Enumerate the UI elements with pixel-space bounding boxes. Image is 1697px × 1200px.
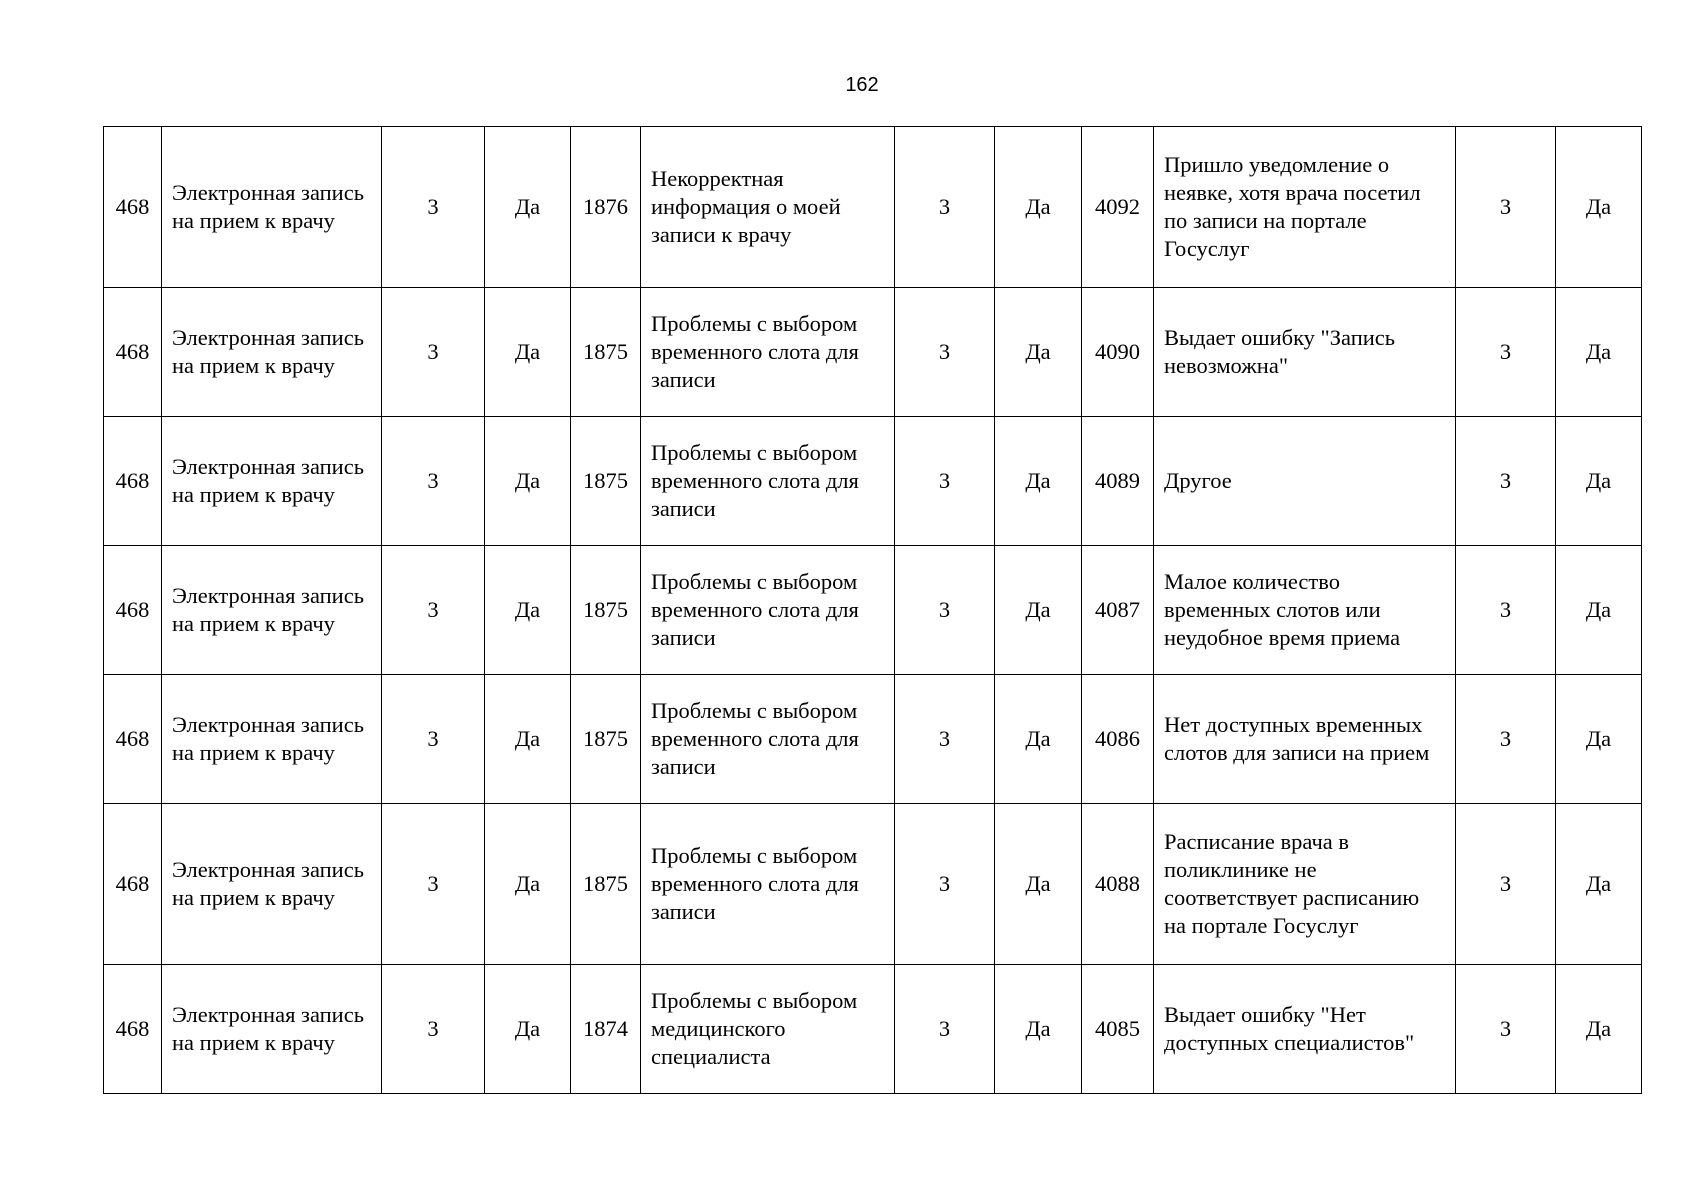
cell-id: 4087 <box>1082 546 1154 675</box>
cell-category: Проблемы с выбором временного слота для записи <box>641 288 895 417</box>
cell-flag: Да <box>1556 417 1642 546</box>
cell-flag: Да <box>995 546 1082 675</box>
cell-category: Проблемы с выбором временного слота для записи <box>641 417 895 546</box>
cell-level: 3 <box>1456 965 1556 1094</box>
cell-id: 468 <box>104 546 162 675</box>
cell-level: 3 <box>1456 127 1556 288</box>
cell-id: 4089 <box>1082 417 1154 546</box>
cell-category: Проблемы с выбором временного слота для записи <box>641 804 895 965</box>
cell-id: 1875 <box>571 546 641 675</box>
cell-flag: Да <box>1556 546 1642 675</box>
cell-id: 1875 <box>571 804 641 965</box>
cell-flag: Да <box>1556 127 1642 288</box>
cell-level: 3 <box>895 417 995 546</box>
table-row <box>104 546 1642 675</box>
cell-flag: Да <box>995 675 1082 804</box>
table-row <box>104 965 1642 1094</box>
cell-flag: Да <box>995 417 1082 546</box>
cell-flag: Да <box>485 127 571 288</box>
cell-id: 1874 <box>571 965 641 1094</box>
cell-flag: Да <box>995 288 1082 417</box>
table-row <box>104 417 1642 546</box>
cell-reason: Нет доступных временных слотов для записи на прием <box>1154 675 1456 804</box>
cell-reason: Другое <box>1154 417 1456 546</box>
cell-level: 3 <box>895 804 995 965</box>
cell-id: 1876 <box>571 127 641 288</box>
cell-reason: Пришло уведомление о неявке, хотя врача посетил по записи на портале Госуслуг <box>1154 127 1456 288</box>
cell-level: 3 <box>382 288 485 417</box>
cell-level: 3 <box>895 288 995 417</box>
cell-id: 1875 <box>571 675 641 804</box>
cell-id: 1875 <box>571 417 641 546</box>
cell-flag: Да <box>1556 965 1642 1094</box>
cell-level: 3 <box>1456 546 1556 675</box>
cell-id: 4092 <box>1082 127 1154 288</box>
cell-category: Проблемы с выбором медицинского специалиста <box>641 965 895 1094</box>
data-table <box>103 126 1642 1094</box>
cell-level: 3 <box>382 417 485 546</box>
cell-level: 3 <box>1456 804 1556 965</box>
cell-category: Проблемы с выбором временного слота для записи <box>641 675 895 804</box>
cell-flag: Да <box>1556 804 1642 965</box>
cell-id: 1875 <box>571 288 641 417</box>
page-number: 162 <box>845 74 879 96</box>
cell-id: 4088 <box>1082 804 1154 965</box>
cell-flag: Да <box>485 546 571 675</box>
cell-level: 3 <box>1456 417 1556 546</box>
cell-id: 468 <box>104 965 162 1094</box>
cell-service: Электронная запись на прием к врачу <box>162 804 382 965</box>
cell-id: 468 <box>104 675 162 804</box>
cell-flag: Да <box>485 804 571 965</box>
cell-level: 3 <box>895 965 995 1094</box>
cell-category: Некорректная информация о моей записи к врачу <box>641 127 895 288</box>
cell-reason: Выдает ошибку "Нет доступных специалистов" <box>1154 965 1456 1094</box>
cell-flag: Да <box>485 417 571 546</box>
cell-id: 4085 <box>1082 965 1154 1094</box>
cell-level: 3 <box>382 965 485 1094</box>
cell-flag: Да <box>485 288 571 417</box>
cell-category: Проблемы с выбором временного слота для записи <box>641 546 895 675</box>
cell-flag: Да <box>485 675 571 804</box>
table-row <box>104 804 1642 965</box>
cell-id: 468 <box>104 804 162 965</box>
cell-id: 4086 <box>1082 675 1154 804</box>
cell-level: 3 <box>382 127 485 288</box>
cell-service: Электронная запись на прием к врачу <box>162 675 382 804</box>
table-row <box>104 127 1642 288</box>
cell-flag: Да <box>995 965 1082 1094</box>
cell-id: 468 <box>104 288 162 417</box>
cell-level: 3 <box>1456 288 1556 417</box>
cell-service: Электронная запись на прием к врачу <box>162 965 382 1094</box>
cell-flag: Да <box>1556 288 1642 417</box>
cell-level: 3 <box>895 546 995 675</box>
cell-level: 3 <box>382 675 485 804</box>
cell-service: Электронная запись на прием к врачу <box>162 417 382 546</box>
cell-reason: Выдает ошибку "Запись невозможна" <box>1154 288 1456 417</box>
table-row <box>104 675 1642 804</box>
cell-reason: Расписание врача в поликлинике не соответствует расписанию на портале Госуслуг <box>1154 804 1456 965</box>
cell-level: 3 <box>895 127 995 288</box>
cell-flag: Да <box>995 804 1082 965</box>
cell-service: Электронная запись на прием к врачу <box>162 288 382 417</box>
cell-flag: Да <box>1556 675 1642 804</box>
cell-level: 3 <box>895 675 995 804</box>
cell-id: 468 <box>104 127 162 288</box>
cell-service: Электронная запись на прием к врачу <box>162 127 382 288</box>
cell-flag: Да <box>995 127 1082 288</box>
cell-id: 4090 <box>1082 288 1154 417</box>
cell-flag: Да <box>485 965 571 1094</box>
cell-level: 3 <box>382 546 485 675</box>
cell-reason: Малое количество временных слотов или неудобное время приема <box>1154 546 1456 675</box>
cell-level: 3 <box>382 804 485 965</box>
cell-service: Электронная запись на прием к врачу <box>162 546 382 675</box>
table-row <box>104 288 1642 417</box>
cell-level: 3 <box>1456 675 1556 804</box>
cell-id: 468 <box>104 417 162 546</box>
